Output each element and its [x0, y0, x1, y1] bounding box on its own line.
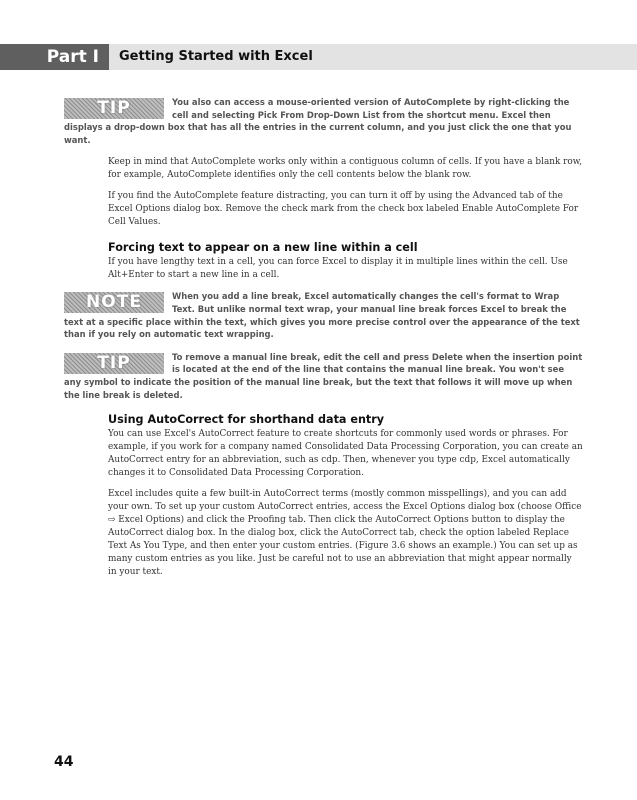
- header-title: Getting Started with Excel: [109, 44, 637, 70]
- section-heading-new-line: Forcing text to appear on a new line within a cell: [108, 241, 418, 255]
- paragraph-autocomplete-off: If you find the AutoComplete feature distracting, you can turn it off by using the Advanced tab of the Excel Options dialog box. Remove the check mark from the check box labeled Enable AutoComplete For Cell Values.: [108, 191, 579, 228]
- page-number: 44: [54, 754, 74, 770]
- page-content: [64, 96, 583, 587]
- running-header: [0, 44, 637, 70]
- note-text: When you add a line break, Excel automatically changes the cell's format to Wrap Text. But unlike normal text wrap, your manual line break forces Excel to break the text at a specific place within the text, which gives you more precise control over the appearance of the text than if you rely on automatic text wrapping.: [64, 291, 580, 340]
- section-heading-autocorrect: Using AutoCorrect for shorthand data entry: [108, 413, 385, 427]
- tip-text-1: You also can access a mouse-oriented version of AutoComplete by right-clicking the cell and selecting Pick From Drop-Down List from the shortcut menu. Excel then displays a drop-down box that has all the entries in the current column, and you just click the one that you want.: [64, 97, 572, 145]
- paragraph-autocomplete-contiguous: Keep in mind that AutoComplete works only within a contiguous column of cells. If you have a blank row, for example, AutoComplete identifies only the cell contents below the blank row.: [108, 157, 583, 181]
- tip-badge-1: TIP: [64, 98, 164, 119]
- tip-badge-2: TIP: [64, 353, 164, 374]
- paragraph-new-line: If you have lengthy text in a cell, you can force Excel to display it in multiple lines within the cell. Use Alt+Enter to start a new line in a cell.: [108, 257, 568, 281]
- paragraph-autocorrect-intro: You can use Excel's AutoCorrect feature to create shortcuts for commonly used words or phrases. For example, if you work for a company named Consolidated Data Processing Corporation, you can create an AutoCorrect entry for an abbreviation, such as cdp. Then, whenever you type cdp, Excel automatically changes it to Consolidated Data Processing Corporation.: [108, 429, 583, 479]
- paragraph-autocorrect-setup: Excel includes quite a few built-in AutoCorrect terms (mostly common misspellings), and you can add your own. To set up your custom AutoCorrect entries, access the Excel Options dialog box (choose Office ⇨ Excel Options) and click the Proofing tab. Then click the AutoCorrect Options button to display the AutoCorrect dialog box. In the dialog box, click the AutoCorrect tab, check the option labeled Replace Text As You Type, and then enter your custom entries. (Figure 3.6 shows an example.) You can set up as many custom entries as you like. Just be careful not to use an abbreviation that might appear normally in your text.: [108, 489, 582, 578]
- tip-callout-2: [64, 351, 583, 401]
- note-callout: [64, 290, 583, 340]
- tip-text-2: To remove a manual line break, edit the cell and press Delete when the insertion point is located at the end of the line that contains the manual line break. You won't see any symbol to indicate the position of the manual line break, but the text that follows it will move up when the line break is deleted.: [64, 351, 583, 400]
- tip-callout-1: [64, 96, 583, 146]
- note-badge: NOTE: [64, 292, 164, 313]
- part-label: Part I: [0, 44, 109, 70]
